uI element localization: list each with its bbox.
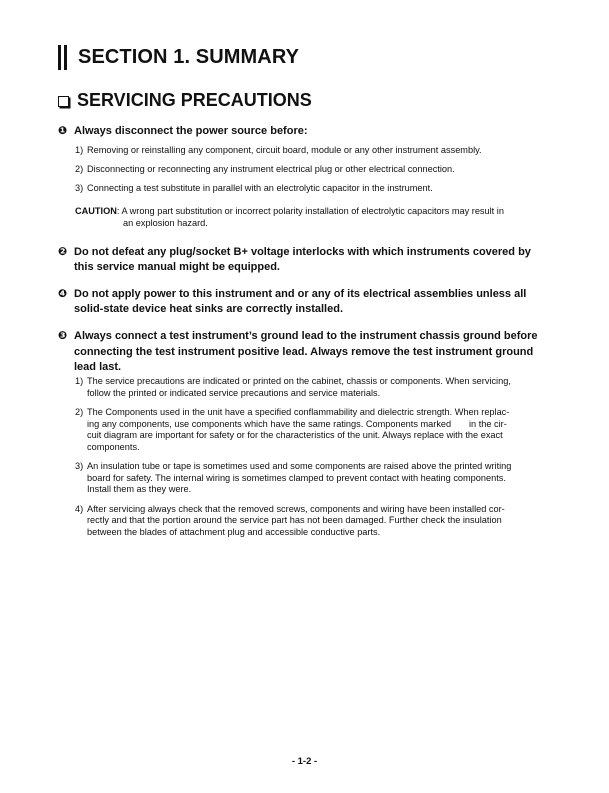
subheading-text: SERVICING PRECAUTIONS: [77, 90, 312, 110]
caution-note: [75, 205, 553, 229]
checkbox-square-icon: [58, 96, 69, 107]
caution-label: CAUTION: [75, 206, 117, 216]
precaution-item-1: [58, 124, 548, 139]
precaution-item-2: [58, 245, 548, 275]
item-heading-line: Do not apply power to this instrument and or any of its electrical assemblies unless all: [74, 288, 527, 300]
caution-text-2: an explosion hazard.: [123, 218, 208, 228]
item-heading-line: lead last.: [74, 361, 122, 373]
item-heading: Always disconnect the power source before:: [74, 125, 308, 137]
list-item: 3) An insulation tube or tape is sometimes used and some components are raised above the printed writing board for safety. The internal wiring is sometimes clamped to prevent contact with heating components. Install them as they were.: [75, 461, 512, 494]
item-heading-line: solid-state device heat sinks are correctly installed.: [74, 303, 344, 315]
page-number: - 1-2 -: [291, 756, 318, 767]
section-bars-icon: [58, 45, 67, 70]
item-1-steps: [75, 144, 553, 201]
item-marker: ❷: [58, 246, 68, 258]
item-marker: ❶: [58, 125, 68, 137]
item-heading-line: Do not defeat any plug/socket B+ voltage interlocks with which instruments covered by: [74, 246, 531, 258]
precaution-item-4: [58, 287, 548, 317]
item-heading-line: connecting the test instrument positive lead. Always remove the test instrument ground: [74, 345, 534, 358]
subheading: [58, 90, 312, 111]
list-item: 4) After servicing always check that the removed screws, components and wiring have been installed cor- rectly and that the portion around the service part has not been damaged. Further check the insulation between the blades of attachment plug and accessible conductive parts.: [75, 503, 505, 537]
list-item: 3) Connecting a test substitute in parallel with an electrolytic capacitor in the instrument.: [75, 183, 433, 193]
item-marker: ❸: [58, 330, 68, 342]
section-title-text: SECTION 1. SUMMARY: [78, 45, 300, 68]
list-item: 2) Disconnecting or reconnecting any instrument electrical plug or other electrical connection.: [75, 164, 455, 174]
list-item: 1) The service precautions are indicated or printed on the cabinet, chassis or components. When servicing, follow the printed or indicated service precautions and service materials.: [75, 376, 511, 398]
item-heading-line: this service manual might be equipped.: [74, 261, 280, 273]
caution-text: : A wrong part substitution or incorrect polarity installation of electrolytic capacitors may result in: [116, 206, 504, 216]
item-marker: ❹: [58, 288, 68, 300]
item-heading-line: Always connect a test instrument’s ground lead to the instrument chassis ground before: [74, 330, 538, 342]
list-item: 1) Removing or reinstalling any component, circuit board, module or any other instrument assembly.: [75, 145, 482, 155]
list-item: 2) The Components used in the unit have a specified conflammability and dielectric strength. When replac- ing any components, use components which have the same ratings. Components marked in the cir- cuit diagram are important for safety or for the characteristics of the unit. Always replace with the exact components.: [75, 407, 510, 452]
section-title: [58, 44, 299, 70]
precaution-item-3: [58, 329, 548, 376]
item-3-steps: [75, 376, 553, 546]
